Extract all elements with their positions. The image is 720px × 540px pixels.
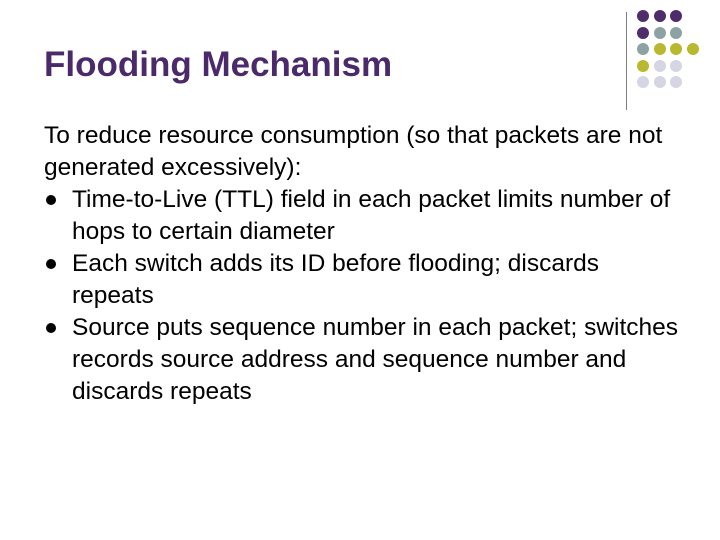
slide-title: Flooding Mechanism xyxy=(44,45,393,84)
bullet-dot-icon xyxy=(46,259,56,269)
slide-body xyxy=(44,120,684,408)
decorative-dot xyxy=(654,76,666,88)
title-divider-line xyxy=(626,12,627,110)
decorative-dot xyxy=(654,10,666,22)
decorative-dot xyxy=(670,43,682,55)
bullet-item xyxy=(44,184,684,248)
bullet-item xyxy=(44,248,684,312)
bullet-text: Each switch adds its ID before flooding; discards repeats xyxy=(72,250,600,309)
decorative-dot xyxy=(670,76,682,88)
bullet-text: Source puts sequence number in each packet; switches records source address and sequence number and discards repeats xyxy=(72,314,679,405)
decorative-dot-grid xyxy=(637,10,720,98)
decorative-dot xyxy=(637,60,649,72)
decorative-dot xyxy=(654,27,666,39)
bullet-item xyxy=(44,312,684,408)
bullet-list xyxy=(44,184,684,408)
decorative-dot xyxy=(637,27,649,39)
decorative-dot xyxy=(637,76,649,88)
decorative-dot xyxy=(670,60,682,72)
decorative-dot xyxy=(654,43,666,55)
decorative-dot xyxy=(637,43,649,55)
bullet-dot-icon xyxy=(46,195,56,205)
bullet-text: Time-to-Live (TTL) field in each packet limits number of hops to certain diameter xyxy=(72,186,671,245)
bullet-dot-icon xyxy=(46,323,56,333)
decorative-dot xyxy=(687,43,699,55)
decorative-dot xyxy=(670,10,682,22)
decorative-dot xyxy=(637,10,649,22)
decorative-dot xyxy=(654,60,666,72)
decorative-dot xyxy=(670,27,682,39)
intro-text: To reduce resource consumption (so that packets are not generated excessively): xyxy=(44,122,663,181)
